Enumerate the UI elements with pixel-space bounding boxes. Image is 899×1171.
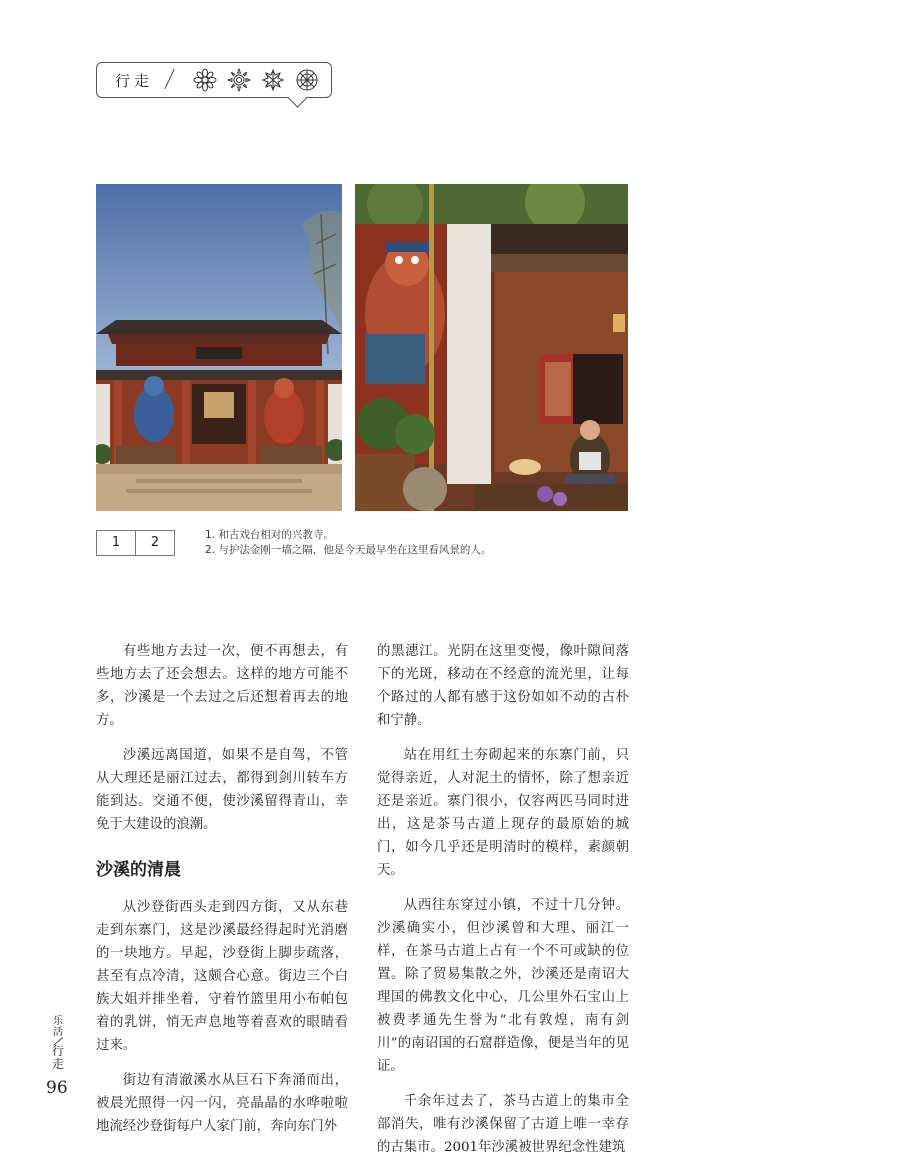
- paragraph: 站在用红土夯砌起来的东寨门前，只觉得亲近，人对泥土的情怀，除了想亲近还是亲近。寨门很小，仅容两匹马同时进出，这是茶马古道上现存的最原始的城门，如今几乎还是明清时的模样，素颜朝天。: [377, 748, 629, 878]
- article-right-column: [377, 640, 629, 1171]
- paragraph: 千余年过去了，茶马古道上的集市全部消失，唯有沙溪保留了古道上唯一幸存的古集市。2001年沙溪被世界纪念性建筑: [377, 1094, 629, 1155]
- leaf-icon: [261, 68, 285, 92]
- header-icons: [193, 68, 319, 92]
- paragraph: 街边有清澈溪水从巨石下奔涌而出，被晨光照得一闪一闪，亮晶晶的水哗啦啦地流经沙登街每户人家门前，奔向东门外: [96, 1073, 348, 1134]
- article-left-column: [96, 640, 348, 1150]
- photo-index-1: 1: [96, 530, 136, 556]
- footer-section: 行走: [51, 1044, 64, 1071]
- photo-index-2: 2: [135, 530, 175, 556]
- photo-captions: [205, 528, 625, 558]
- snowflake-icon: [295, 68, 319, 92]
- sun-icon: [227, 68, 251, 92]
- footer-section-label: [50, 1016, 66, 1071]
- footer-magazine: 乐活: [53, 1016, 63, 1038]
- page-number: 96: [46, 1078, 68, 1098]
- caption-2: 2. 与护法金刚一墙之隔，他是今天最早坐在这里看风景的人。: [205, 544, 492, 556]
- flower-icon: [193, 68, 217, 92]
- photo-temple: [96, 184, 342, 511]
- section-header-tab: [96, 62, 332, 98]
- header-pointer: [288, 89, 306, 107]
- paragraph: 从沙登街西头走到四方街，又从东巷走到东寨门，这是沙溪最经得起时光消磨的一块地方。早起，沙登街上脚步疏落，甚至有点冷清，这颇合心意。街边三个白族大姐并排坐着，守着竹篮里用小布帕包着的乳饼，悄无声息地等着喜欢的眼睛看过来。: [96, 900, 348, 1053]
- caption-1: 1. 和古戏台相对的兴教寺。: [205, 529, 334, 541]
- paragraph: 有些地方去过一次，便不再想去，有些地方去了还会想去。这样的地方可能不多，沙溪是一个去过之后还想着再去的地方。: [96, 644, 348, 728]
- paragraph: 沙溪远离国道，如果不是自驾，不管从大理还是丽江过去，都得到剑川转车方能到达。交通不便，使沙溪留得青山，幸免于大建设的浪潮。: [96, 748, 348, 832]
- photo-guardian-visitor: [355, 184, 628, 511]
- section-label: 行走: [115, 72, 154, 90]
- section-heading: 沙溪的清晨: [96, 860, 181, 880]
- header-divider: [164, 69, 174, 89]
- paragraph: 从西往东穿过小镇，不过十几分钟。沙溪确实小，但沙溪曾和大理、丽江一样，在茶马古道上占有一个不可或缺的位置。除了贸易集散之外，沙溪还是南诏大理国的佛教文化中心，几公里外石宝山上被费孝通先生誉为“北有敦煌，南有剑川”的南诏国的石窟群造像，便是当年的见证。: [377, 898, 629, 1074]
- paragraph-continuation: 的黑潓江。光阴在这里变慢，像叶隙间落下的光斑，移动在不经意的流光里，让每个路过的人都有感于这份如如不动的古朴和宁静。: [377, 644, 629, 728]
